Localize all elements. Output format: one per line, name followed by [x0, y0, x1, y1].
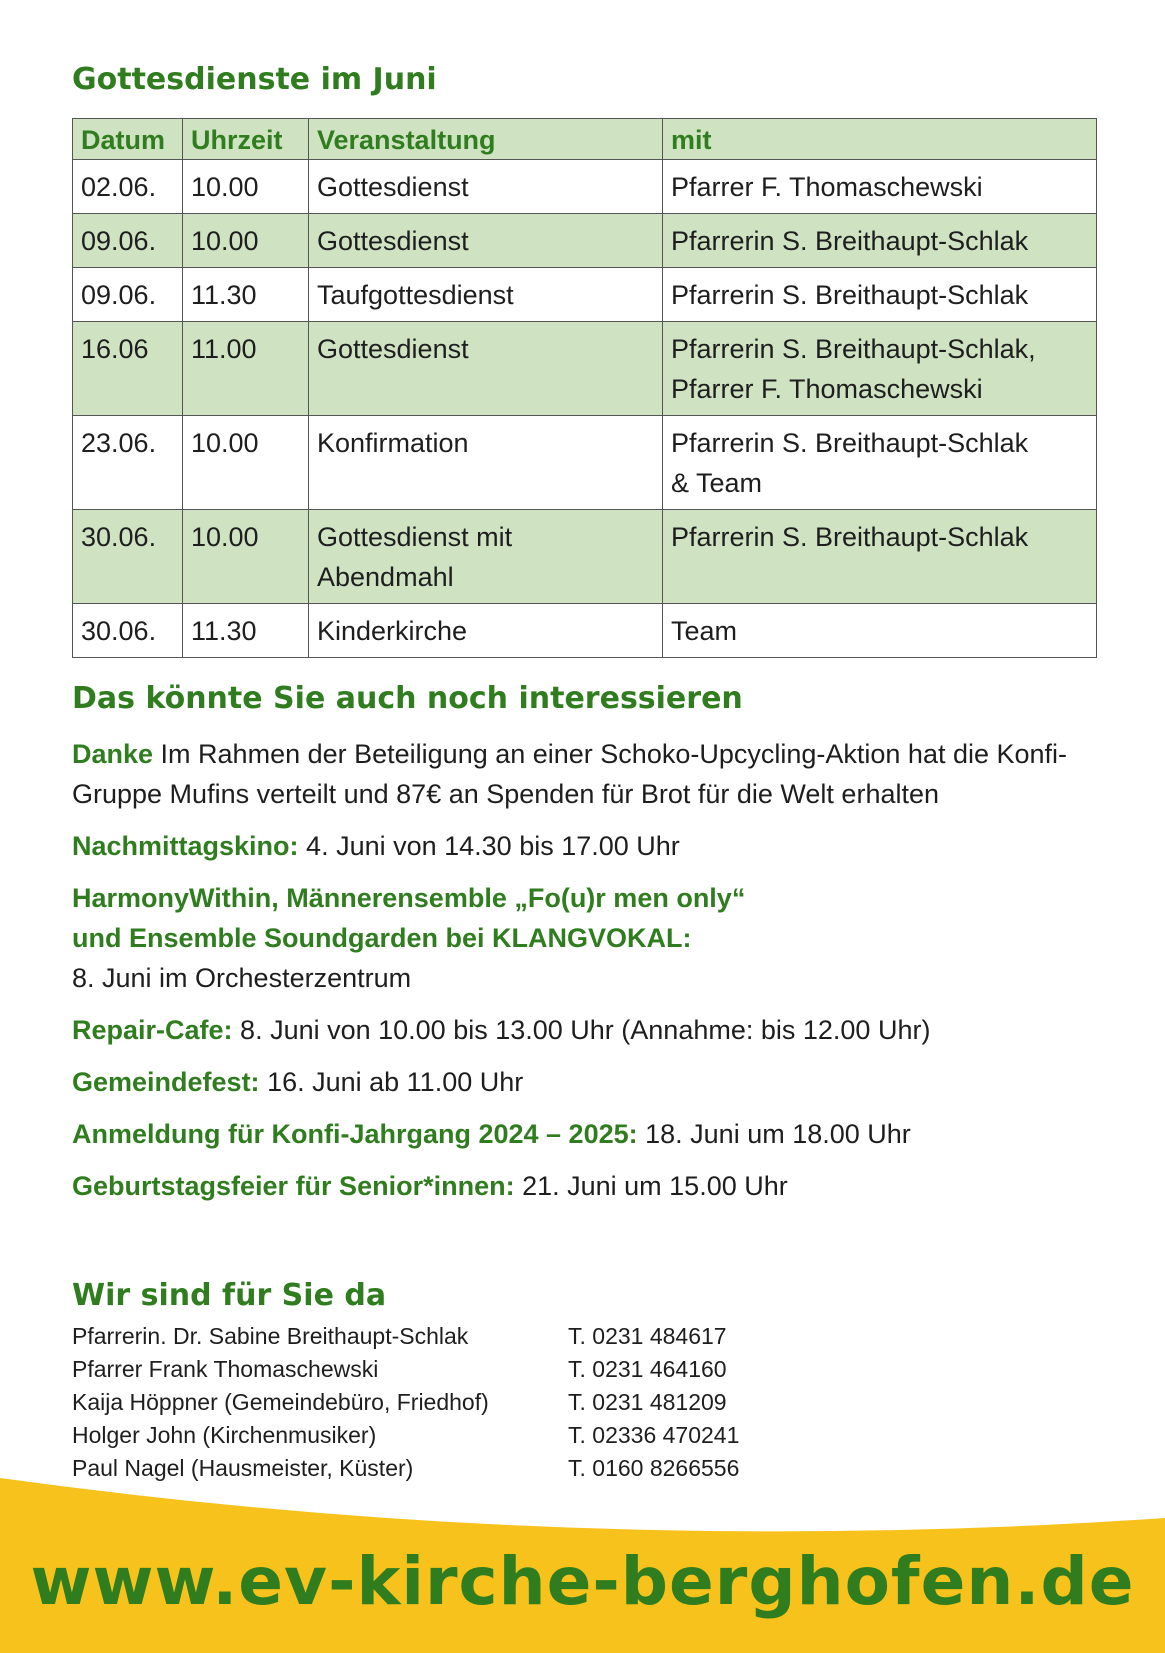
cell-event-line-1: Gottesdienst mit — [317, 522, 513, 552]
cell-time: 10.00 — [183, 510, 309, 604]
table-row — [73, 160, 1097, 214]
interest-list — [72, 734, 1102, 1218]
cell-event: Gottesdienst — [309, 214, 663, 268]
item-text: 18. Juni um 18.00 Uhr — [637, 1119, 911, 1149]
list-item — [72, 734, 1102, 814]
interest-heading: Das könnte Sie auch noch interessieren — [72, 681, 743, 716]
item-text: 8. Juni von 10.00 bis 13.00 Uhr (Annahme: bis 12.00 Uhr) — [232, 1015, 931, 1045]
item-text: 4. Juni von 14.30 bis 17.00 Uhr — [298, 831, 680, 861]
contact-phone: T. 0160 8266556 — [568, 1455, 740, 1481]
cell-date: 16.06 — [73, 322, 183, 416]
item-label: HarmonyWithin, Männerensemble „Fo(u)r men only“ — [72, 883, 746, 913]
contacts-list — [72, 1320, 739, 1485]
contact-name: Pfarrer Frank Thomaschewski — [72, 1356, 379, 1382]
column-header-event: Veranstaltung — [309, 119, 663, 160]
cell-with-line-2: Pfarrer F. Thomaschewski — [671, 374, 983, 404]
item-text: 8. Juni im Orchesterzentrum — [72, 963, 412, 993]
cell-with-line-2: & Team — [671, 468, 763, 498]
list-item — [72, 1062, 1102, 1102]
contact-name: Pfarrerin. Dr. Sabine Breithaupt-Schlak — [72, 1323, 469, 1349]
contact-name: Kaija Höppner (Gemeindebüro, Friedhof) — [72, 1389, 489, 1415]
contact-phone: T. 02336 470241 — [568, 1422, 740, 1448]
cell-with: Pfarrerin S. Breithaupt-Schlak — [663, 510, 1097, 604]
cell-event: Konfirmation — [309, 416, 663, 510]
contact-row — [72, 1386, 739, 1419]
table-row — [73, 322, 1097, 416]
cell-time: 10.00 — [183, 416, 309, 510]
cell-date: 02.06. — [73, 160, 183, 214]
item-label: Nachmittagskino: — [72, 831, 299, 861]
website-url[interactable]: www.ev-kirche-berghofen.de — [30, 1543, 1135, 1620]
item-text: Im Rahmen der Beteiligung an einer Schoko-Upcycling-Aktion hat die Konfi-Gruppe Mufins verteilt und 87€ an Spenden für Brot für die Welt erhalten — [72, 739, 1068, 809]
cell-with-line-1: Pfarrerin S. Breithaupt-Schlak — [671, 428, 1029, 458]
item-label-line-2: und Ensemble Soundgarden bei KLANGVOKAL: — [72, 923, 692, 953]
cell-with: Pfarrer F. Thomaschewski — [663, 160, 1097, 214]
contact-phone: T. 0231 481209 — [568, 1389, 727, 1415]
list-item — [72, 1114, 1102, 1154]
table-row — [73, 268, 1097, 322]
list-item — [72, 1010, 1102, 1050]
cell-date: 23.06. — [73, 416, 183, 510]
list-item — [72, 826, 1102, 866]
contact-row — [72, 1320, 739, 1353]
services-heading: Gottesdienste im Juni — [72, 62, 437, 97]
cell-time: 10.00 — [183, 214, 309, 268]
item-text: 16. Juni ab 11.00 Uhr — [259, 1067, 524, 1097]
cell-with — [663, 416, 1097, 510]
cell-event — [309, 510, 663, 604]
list-item — [72, 1166, 1102, 1206]
cell-event: Gottesdienst — [309, 322, 663, 416]
cell-with-line-1: Pfarrerin S. Breithaupt-Schlak, — [671, 334, 1036, 364]
cell-event-line-2: Abendmahl — [317, 562, 454, 592]
contact-row — [72, 1353, 739, 1386]
contact-phone: T. 0231 484617 — [568, 1323, 727, 1349]
cell-date: 30.06. — [73, 510, 183, 604]
table-row — [73, 510, 1097, 604]
services-table — [72, 118, 1097, 658]
cell-time: 11.30 — [183, 604, 309, 658]
contact-name: Paul Nagel (Hausmeister, Küster) — [72, 1455, 414, 1481]
list-item — [72, 878, 1102, 998]
column-header-date: Datum — [73, 119, 183, 160]
table-row — [73, 416, 1097, 510]
cell-time: 10.00 — [183, 160, 309, 214]
cell-with: Team — [663, 604, 1097, 658]
item-text: 21. Juni um 15.00 Uhr — [514, 1171, 788, 1201]
contacts-heading: Wir sind für Sie da — [72, 1278, 387, 1313]
table-row — [73, 214, 1097, 268]
cell-date: 09.06. — [73, 214, 183, 268]
column-header-time: Uhrzeit — [183, 119, 309, 160]
cell-with — [663, 322, 1097, 416]
cell-with: Pfarrerin S. Breithaupt-Schlak — [663, 268, 1097, 322]
item-label: Repair-Cafe: — [72, 1015, 233, 1045]
item-label: Anmeldung für Konfi-Jahrgang 2024 – 2025: — [72, 1119, 638, 1149]
cell-time: 11.30 — [183, 268, 309, 322]
item-label: Gemeindefest: — [72, 1067, 260, 1097]
contact-name: Holger John (Kirchenmusiker) — [72, 1422, 377, 1448]
cell-with: Pfarrerin S. Breithaupt-Schlak — [663, 214, 1097, 268]
column-header-with: mit — [663, 119, 1097, 160]
cell-date: 09.06. — [73, 268, 183, 322]
cell-date: 30.06. — [73, 604, 183, 658]
contact-phone: T. 0231 464160 — [568, 1356, 727, 1382]
table-row — [73, 604, 1097, 658]
cell-event: Gottesdienst — [309, 160, 663, 214]
cell-time: 11.00 — [183, 322, 309, 416]
item-label: Danke — [72, 739, 154, 769]
cell-event: Taufgottesdienst — [309, 268, 663, 322]
item-label: Geburtstagsfeier für Senior*innen: — [72, 1171, 515, 1201]
table-header-row — [73, 119, 1097, 160]
cell-event: Kinderkirche — [309, 604, 663, 658]
contact-row — [72, 1419, 739, 1452]
